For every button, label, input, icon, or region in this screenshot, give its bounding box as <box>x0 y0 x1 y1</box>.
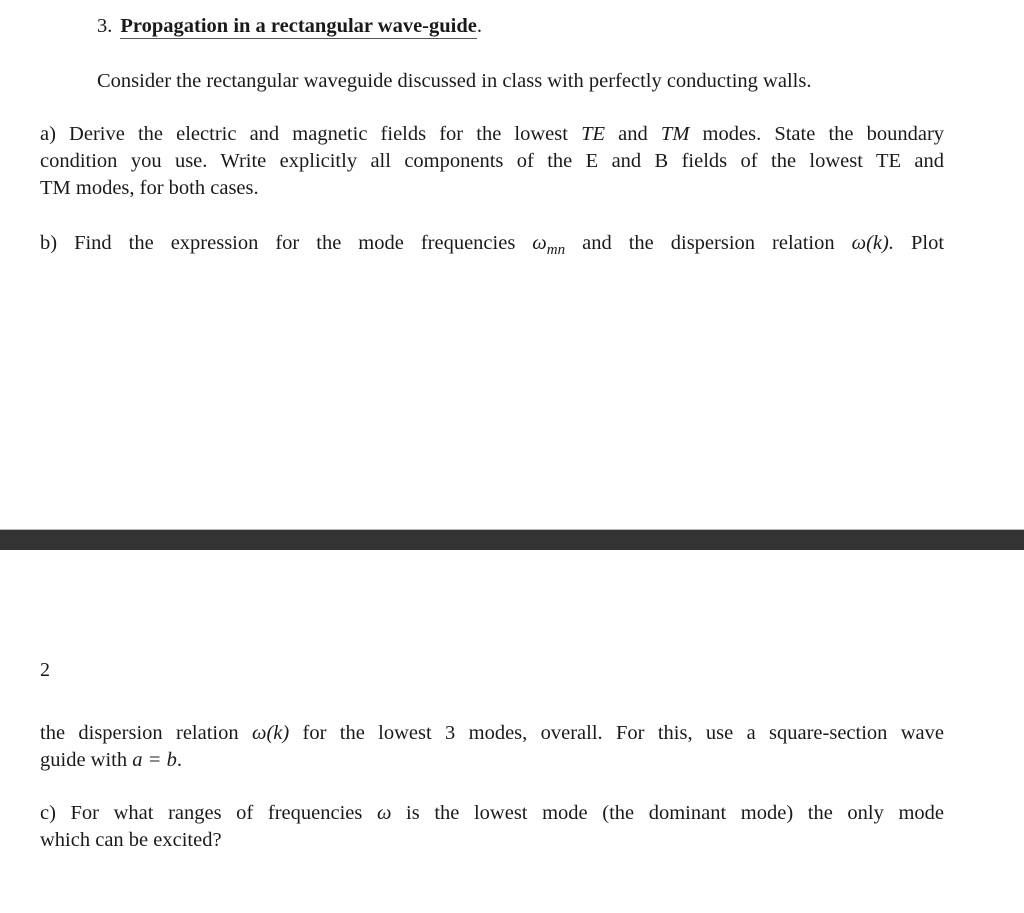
problem-title-punct: . <box>476 15 482 37</box>
part-b-line2-start: the dispersion relation <box>40 722 239 744</box>
omega-symbol-c: ω <box>376 802 392 824</box>
tm-symbol: TM <box>660 123 690 145</box>
part-b-line2-end: for the lowest 3 modes, overall. For this, use a square-section wave <box>302 722 945 744</box>
part-a-text-start: a) Derive the electric and magnetic fields for the lowest <box>40 123 568 145</box>
part-a-line-2: condition you use. Write explicitly all components of the E and B fields of the lowest TE and <box>40 150 944 172</box>
part-b-line-1 <box>40 230 944 259</box>
problem-number: 3. <box>97 15 113 37</box>
omega-k-symbol-2: ω(k) <box>251 722 290 744</box>
te-symbol: TE <box>581 123 606 145</box>
part-b-line3-start: guide with <box>40 749 128 771</box>
page-number: 2 <box>40 659 50 681</box>
part-c-text-start: c) For what ranges of frequencies <box>40 802 363 824</box>
part-b-line-2 <box>40 720 944 747</box>
a-equals-b: a = b <box>132 749 177 771</box>
part-a-text-end: modes. State the boundary <box>702 123 945 145</box>
part-b-text-start: b) Find the expression for the mode frequencies <box>40 232 516 254</box>
part-a-line-1 <box>40 121 944 148</box>
problem-title: Propagation in a rectangular wave-guide <box>120 15 477 37</box>
part-b-text-end: Plot <box>910 232 945 254</box>
part-c-line-2: which can be excited? <box>40 829 222 851</box>
problem-intro: Consider the rectangular waveguide discussed in class with perfectly conducting walls. <box>97 70 812 92</box>
omega-k-symbol: ω(k). <box>851 232 894 254</box>
part-b-line-3 <box>40 747 182 774</box>
part-a-line-3: TM modes, for both cases. <box>40 177 259 199</box>
omega-symbol: ω <box>532 232 547 254</box>
omega-mn-symbol <box>532 232 566 258</box>
part-b-text-mid: and the dispersion relation <box>582 232 835 254</box>
part-c-text-end: is the lowest mode (the dominant mode) the only mode <box>406 802 945 824</box>
and-word: and <box>618 123 648 145</box>
part-c-line-1 <box>40 800 944 827</box>
part-b-line3-end: . <box>176 749 182 771</box>
page-break-bar <box>0 530 1024 550</box>
mn-subscript: mn <box>546 242 566 258</box>
problem-heading <box>97 13 482 40</box>
